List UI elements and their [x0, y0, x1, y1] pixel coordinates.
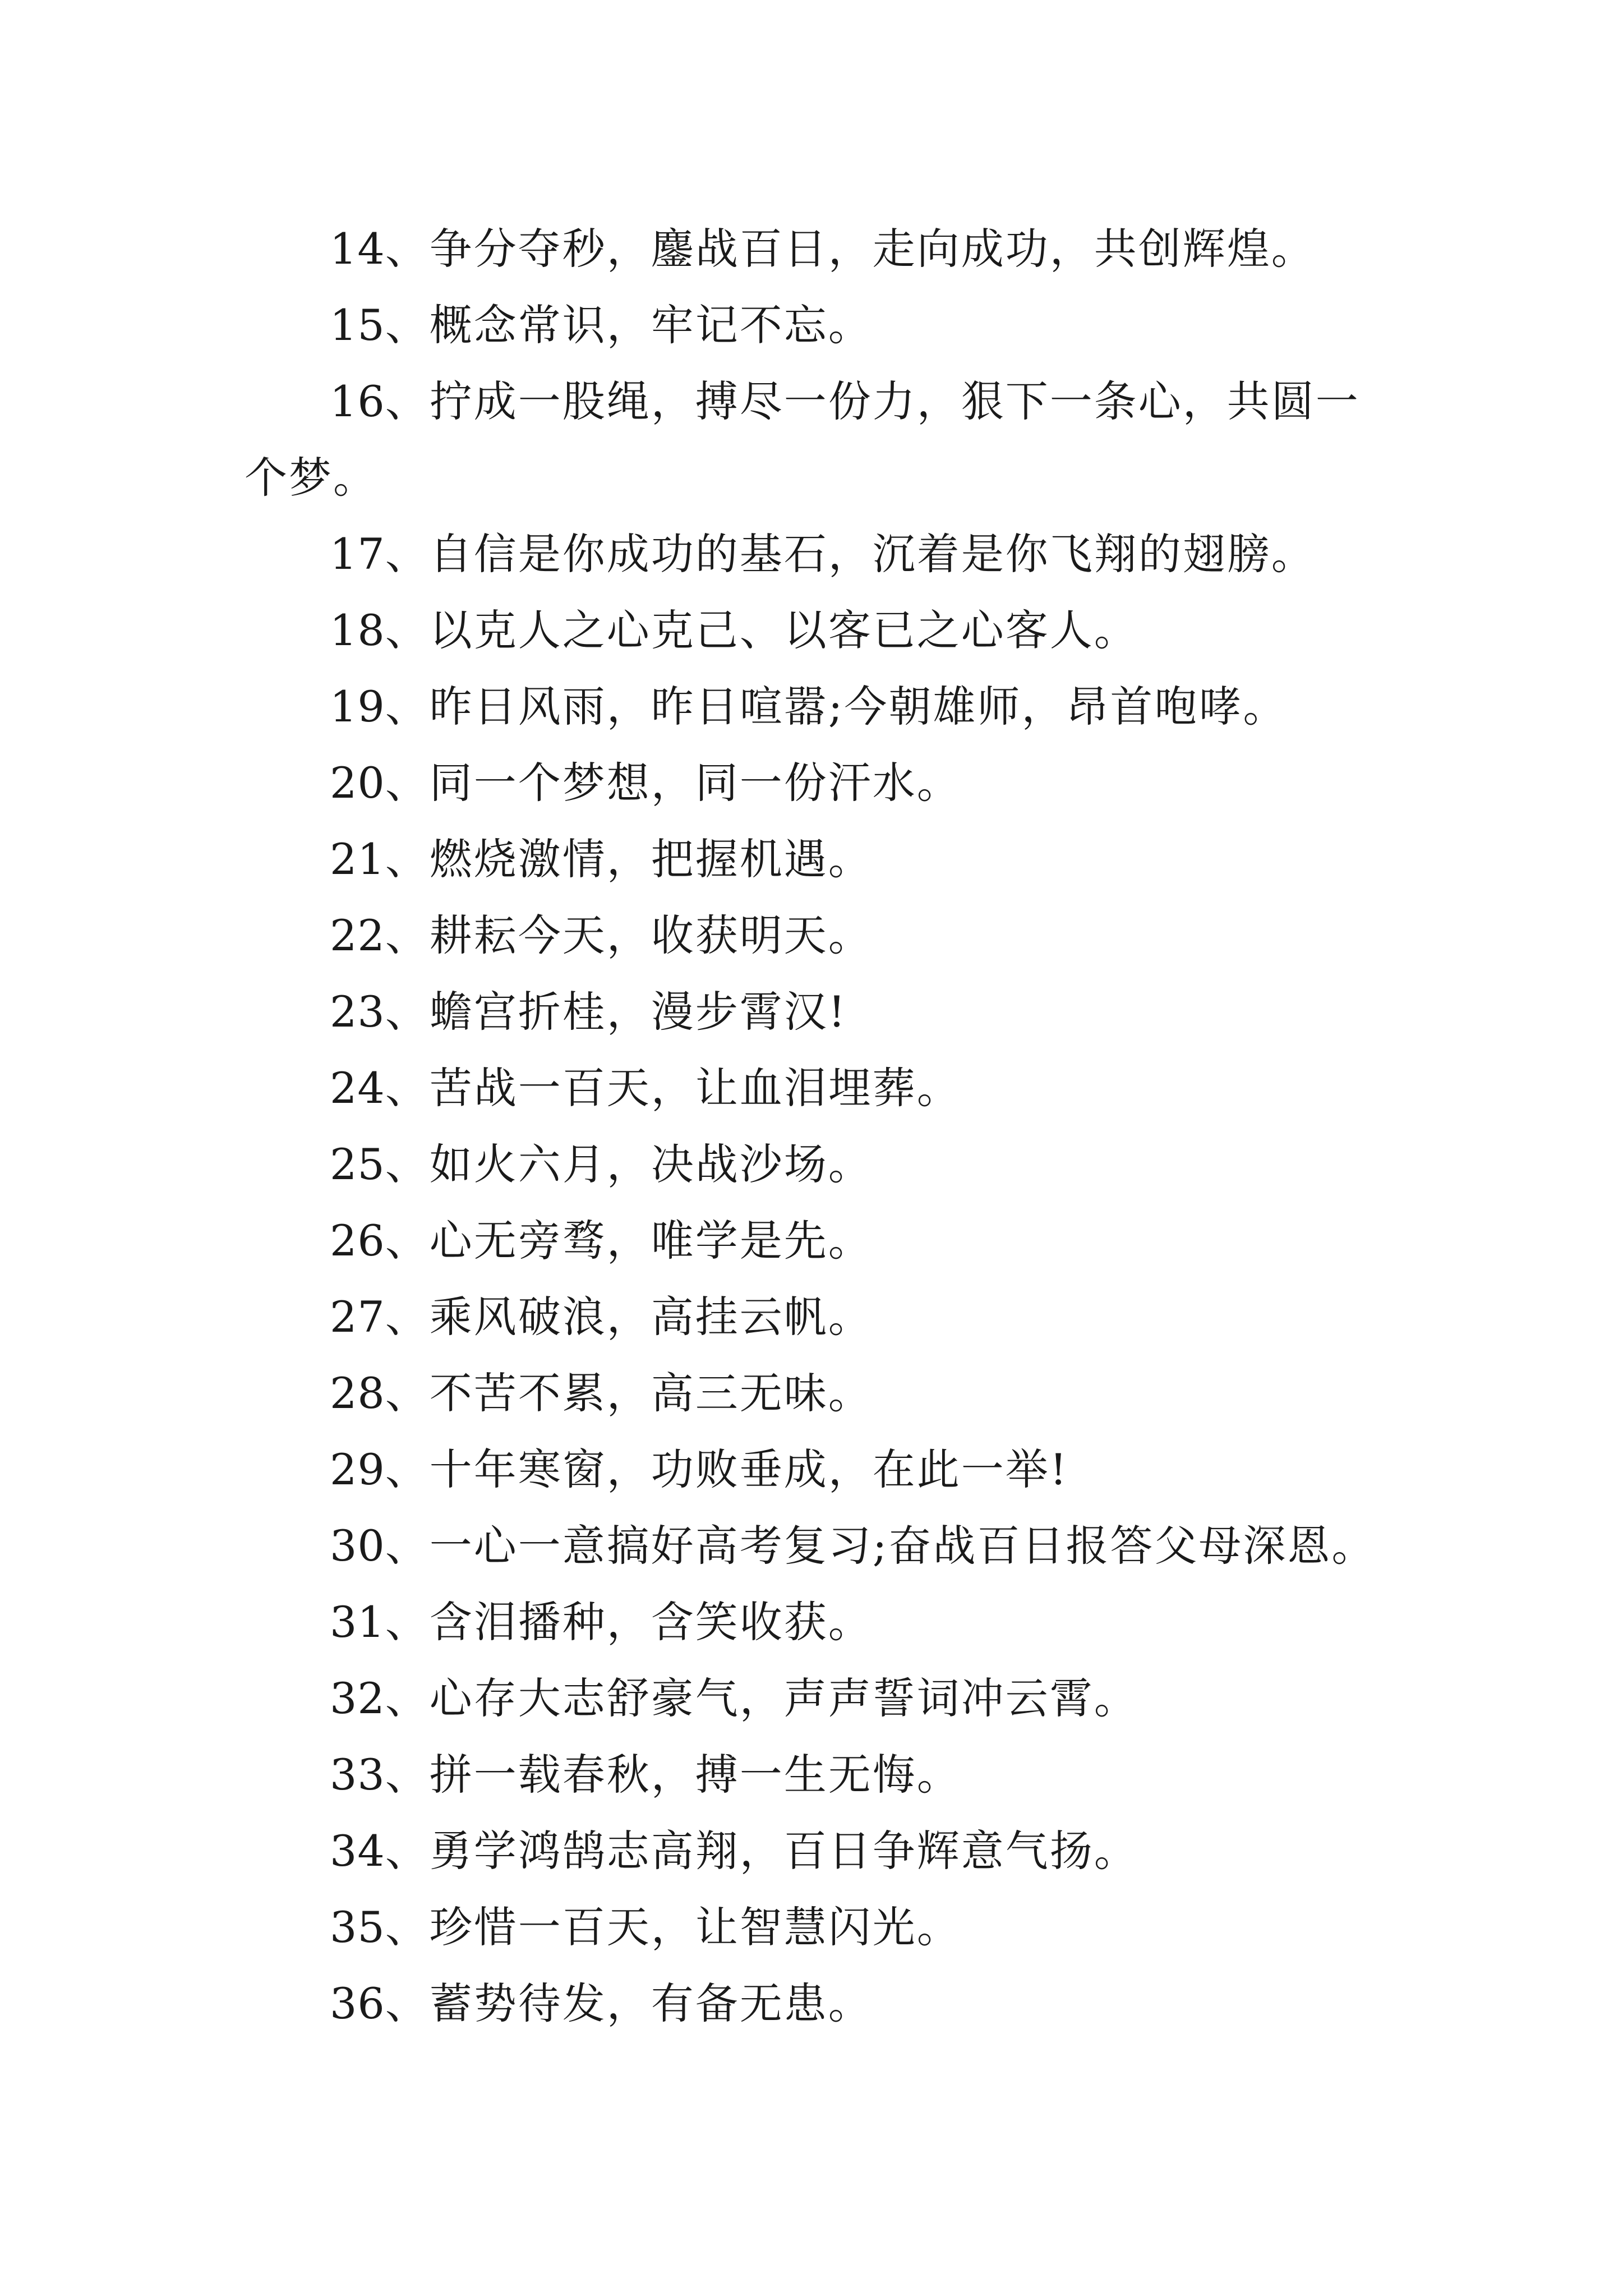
- list-item: [245, 1737, 1386, 1813]
- list-item: [245, 1126, 1386, 1203]
- item-number: 15: [330, 300, 385, 350]
- item-number: 23: [330, 987, 385, 1037]
- item-text: 蓄势待发，有备无患。: [429, 1978, 873, 2028]
- item-separator: 、: [385, 1368, 430, 1418]
- item-separator: 、: [385, 605, 430, 655]
- item-number: 31: [330, 1597, 385, 1647]
- item-text: 心存大志舒豪气，声声誓词冲云霄。: [429, 1673, 1138, 1723]
- item-text: 拼一载春秋，搏一生无悔。: [429, 1750, 961, 1800]
- item-text: 燃烧激情，把握机遇。: [429, 834, 873, 884]
- item-number: 34: [330, 1826, 385, 1876]
- list-item: [245, 1203, 1386, 1279]
- item-text: 耕耘今天，收获明天。: [429, 910, 873, 960]
- list-item: [245, 974, 1386, 1050]
- item-text: 乘风破浪，高挂云帆。: [429, 1292, 873, 1342]
- item-number: 14: [330, 224, 385, 274]
- item-separator: 、: [385, 1978, 430, 2028]
- item-separator: 、: [385, 300, 430, 350]
- item-text: 勇学鸿鹄志高翔，百日争辉意气扬。: [429, 1826, 1138, 1876]
- item-text: 争分夺秒，鏖战百日，走向成功，共创辉煌。: [429, 224, 1316, 274]
- item-number: 28: [330, 1368, 385, 1418]
- item-separator: 、: [385, 682, 430, 731]
- item-separator: 、: [385, 1597, 430, 1647]
- item-separator: 、: [385, 1826, 430, 1876]
- item-text: 概念常识，牢记不忘。: [429, 300, 873, 350]
- list-item: [245, 287, 1386, 364]
- slogan-list: [245, 211, 1386, 2042]
- item-separator: 、: [385, 1444, 430, 1494]
- list-item: [245, 745, 1386, 821]
- list-item: [245, 1432, 1386, 1508]
- list-item: [245, 516, 1386, 592]
- item-separator: 、: [385, 1750, 430, 1800]
- item-number: 30: [330, 1521, 385, 1571]
- item-text: 同一个梦想，同一份汗水。: [429, 758, 961, 808]
- list-item: [245, 1813, 1386, 1889]
- item-separator: 、: [385, 376, 430, 426]
- list-item: [245, 1050, 1386, 1126]
- item-separator: 、: [385, 1902, 430, 1952]
- item-number: 29: [330, 1444, 385, 1494]
- list-item: [245, 898, 1386, 974]
- item-text: 珍惜一百天，让智慧闪光。: [429, 1902, 961, 1952]
- item-number: 25: [330, 1139, 385, 1189]
- list-item: [245, 1584, 1386, 1660]
- list-item: [245, 211, 1386, 287]
- item-separator: 、: [385, 1216, 430, 1266]
- list-item: [245, 1966, 1386, 2042]
- item-text: 含泪播种，含笑收获。: [429, 1597, 873, 1647]
- item-number: 24: [330, 1063, 385, 1113]
- item-separator: 、: [385, 1521, 430, 1571]
- item-separator: 、: [385, 1673, 430, 1723]
- item-separator: 、: [385, 1292, 430, 1342]
- item-text: 蟾宫折桂，漫步霄汉!: [429, 987, 847, 1037]
- item-number: 26: [330, 1216, 385, 1266]
- item-text: 苦战一百天，让血泪埋葬。: [429, 1063, 961, 1113]
- list-item: [245, 592, 1386, 669]
- item-number: 16: [330, 376, 385, 426]
- list-item: [245, 1279, 1386, 1355]
- list-item: [245, 669, 1386, 745]
- list-item: [245, 821, 1386, 898]
- item-text: 一心一意搞好高考复习;奋战百日报答父母深恩。: [429, 1521, 1376, 1571]
- item-number: 36: [330, 1978, 385, 2028]
- item-number: 33: [330, 1750, 385, 1800]
- item-separator: 、: [385, 1139, 430, 1189]
- item-text: 如火六月，决战沙场。: [429, 1139, 873, 1189]
- item-text: 以克人之心克己、以客已之心客人。: [429, 605, 1138, 655]
- item-separator: 、: [385, 834, 430, 884]
- item-separator: 、: [385, 758, 430, 808]
- list-item: [245, 364, 1386, 516]
- item-separator: 、: [385, 224, 430, 274]
- list-item: [245, 1889, 1386, 1966]
- item-text: 昨日风雨，昨日喧嚣;今朝雄师，昂首咆哮。: [429, 682, 1288, 731]
- item-number: 21: [330, 834, 385, 884]
- item-separator: 、: [385, 987, 430, 1037]
- item-text: 自信是你成功的基石，沉着是你飞翔的翅膀。: [429, 529, 1316, 579]
- item-text: 十年寒窗，功败垂成，在此一举!: [429, 1444, 1069, 1494]
- item-text: 拧成一股绳，搏尽一份力，狠下一条心，共圆一个梦。: [245, 376, 1360, 503]
- list-item: [245, 1508, 1386, 1584]
- item-separator: 、: [385, 1063, 430, 1113]
- list-item: [245, 1660, 1386, 1737]
- item-number: 22: [330, 910, 385, 960]
- item-number: 18: [330, 605, 385, 655]
- list-item: [245, 1355, 1386, 1432]
- item-separator: 、: [385, 910, 430, 960]
- item-number: 19: [330, 682, 385, 731]
- item-number: 35: [330, 1902, 385, 1952]
- item-number: 20: [330, 758, 385, 808]
- item-text: 心无旁骛，唯学是先。: [429, 1216, 873, 1266]
- item-number: 17: [330, 529, 385, 579]
- item-number: 32: [330, 1673, 385, 1723]
- item-separator: 、: [385, 529, 430, 579]
- item-number: 27: [330, 1292, 385, 1342]
- item-text: 不苦不累，高三无味。: [429, 1368, 873, 1418]
